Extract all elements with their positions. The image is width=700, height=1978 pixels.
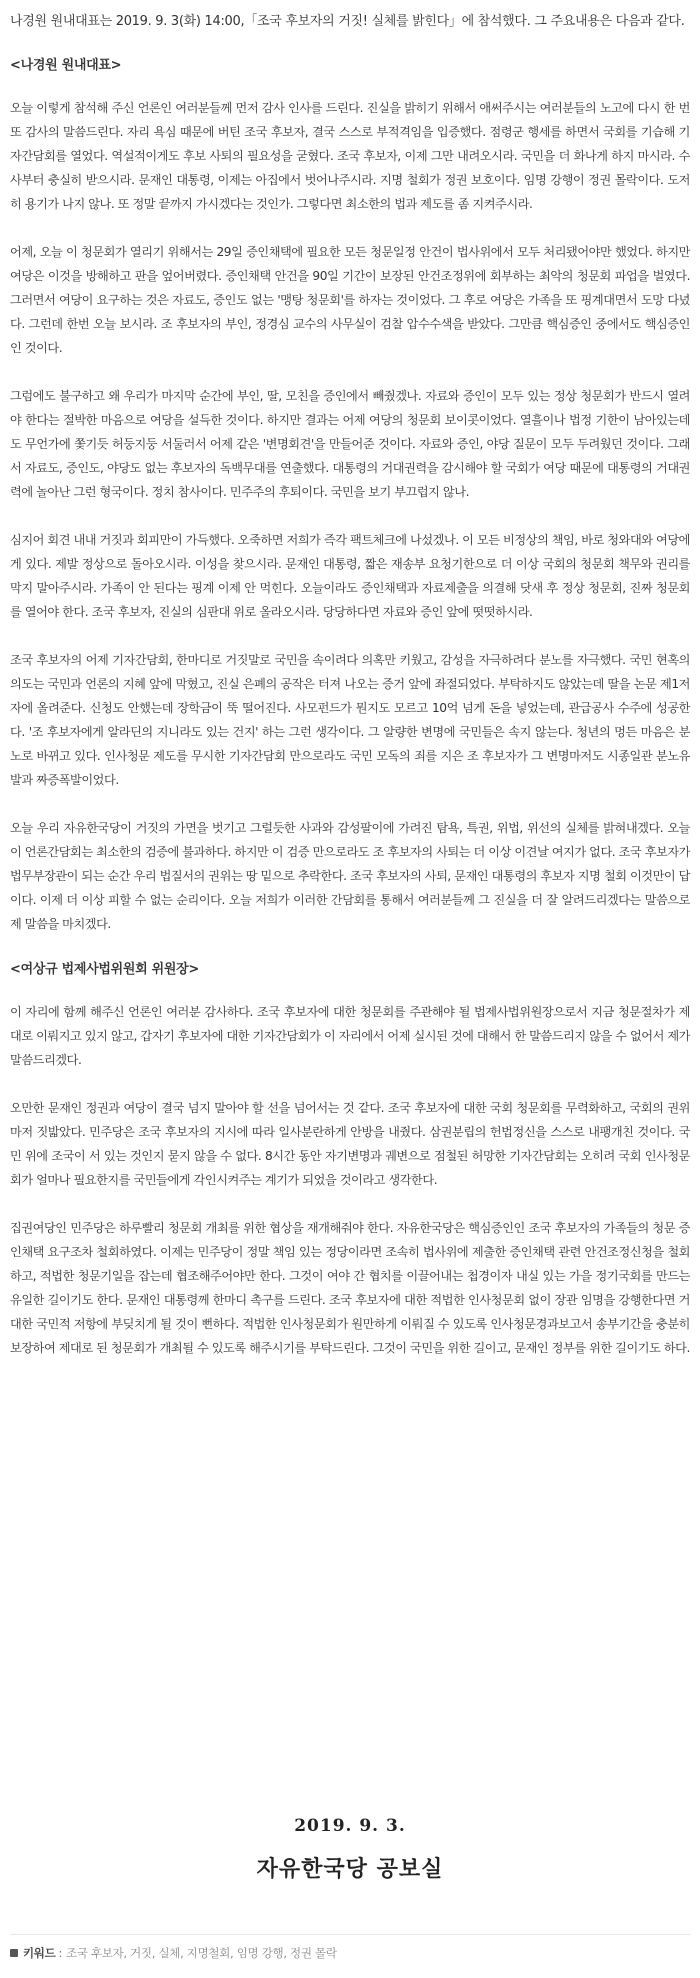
keyword-list: 조국 후보자, 거짓, 실체, 지명철회, 임명 강행, 정권 몰락 (66, 1945, 337, 1960)
keyword-bar (10, 1934, 690, 1970)
section-yeo-sang-gyu (10, 960, 690, 1360)
body-paragraph: 오늘 이렇게 참석해 주신 언론인 여러분들께 먼저 감사 인사를 드린다. 진실을 밝히기 위해서 애써주시는 여러분들의 노고에 다시 한 번 또 감사의 말씀드린다. 자리 욕심 때문에 버틴 조국 후보자, 결국 스스로 부적격임을 입증했다. 점령군 행세를 하면서 국회를 기습해 기자간담회를 열었다. 역설적이게도 후보 사퇴의 필요성을 굳혔다. 조국 후보자, 이제 그만 내려오시라. 국민을 더 화나게 하지 마시라. 수사부터 충실히 받으시라. 문재인 대통령, 이제는 아집에서 벗어나주시라. 지명 철회가 정권 보호이다. 임명 강행이 정권 몰락이다. 도저히 용기가 나지 않나. 또 정말 끝까지 가시겠다는 것인가. 그렇다면 최소한의 법과 제도를 좀 지켜주시라. (10, 101, 690, 211)
body-paragraph: 심지어 회견 내내 거짓과 회피만이 가득했다. 오죽하면 저희가 즉각 팩트체크에 나섰겠나. 이 모든 비정상의 책임, 바로 청와대와 여당에게 있다. 제발 정상으로 돌아오시라. 이성을 찾으시라. 문재인 대통령, 짧은 재송부 요청기한으로 더 이상 국회의 청문회 책무와 권리를 막지 말아주시라. 가족이 안 된다는 핑계 이제 안 먹힌다. 오늘이라도 증인채택과 자료제출을 의결해 닷새 후 정상 청문회, 진짜 청문회를 열어야 한다. 조국 후보자, 진실의 심판대 위로 올라오시라. 당당하다면 자료와 증인 앞에 떳떳하시라. (10, 533, 690, 619)
section-na-kyung-won (10, 56, 690, 936)
keyword-separator: : (58, 1945, 63, 1960)
body-paragraph: 어제, 오늘 이 청문회가 열리기 위해서는 29일 증인채택에 필요한 모든 청문일정 안건이 법사위에서 모두 처리됐어야만 했었다. 하지만 여당은 이것을 방해하고 판을 엎어버렸다. 증인채택 안건을 90일 기간이 보장된 안건조정위에 회부하는 최악의 청문회 파업을 벌였다. 그러면서 여당이 요구하는 것은 자료도, 증인도 없는 '맹탕 청문회'를 하자는 것이었다. 그 후로 여당은 가족을 또 핑계대면서 도망 다녔다. 그런데 한번 오늘 보시라. 조 후보자의 부인, 정경심 교수의 사무실이 검찰 압수수색을 받았다. 그만큼 핵심증인 중에서도 핵심증인인 것이다. (10, 245, 690, 355)
body-paragraph: 이 자리에 함께 해주신 언론인 여러분 감사하다. 조국 후보자에 대한 청문회를 주관해야 될 법제사법위원장으로서 지금 청문절차가 제대로 이뤄지고 있지 않고, 갑자기 후보자에 대한 기자간담회가 이 자리에서 어제 실시된 것에 대해서 한 말씀드리지 않을 수 없어서 제가 말씀드리겠다. (10, 1005, 690, 1067)
square-bullet-icon (10, 1949, 18, 1957)
keyword-label: 키워드 (23, 1945, 56, 1960)
section-heading: <여상규 법제사법위원회 위원장> (10, 962, 199, 977)
body-paragraph: 그럼에도 불구하고 왜 우리가 마지막 순간에 부인, 딸, 모친을 증인에서 빼줬겠나. 자료와 증인이 모두 있는 정상 청문회가 반드시 열려야 한다는 절박한 마음으로 여당을 설득한 것이다. 하지만 결과는 어제 여당의 청문회 보이콧이었다. 열흘이나 법정 기한이 남아있는데도 무언가에 쫓기듯 허둥지둥 서둘러서 어제 같은 '변명회견'을 만들어준 것이다. 자료와 증인, 야당 질문이 모두 두려웠던 것이다. 그래서 자료도, 증인도, 야당도 없는 후보자의 독백무대를 연출했다. 대통령의 거대권력을 감시해야 할 국회가 여당 때문에 대통령의 거대권력에 놀아난 그런 형국이다. 정치 참사이다. 민주주의 후퇴이다. 국민을 보기 부끄럽지 않나. (10, 389, 690, 499)
body-paragraph: 집권여당인 민주당은 하루빨리 청문회 개최를 위한 협상을 재개해줘야 한다. 자유한국당은 핵심증인인 조국 후보자의 가족들의 청문 증인채택 요구조차 철회하였다. 이제는 민주당이 정말 책임 있는 정당이라면 조속히 법사위에 제출한 증인채택 관련 안건조정신청을 철회하고, 적법한 청문기일을 잡는데 협조해주어야만 한다. 그것이 여야 간 협치를 이끌어내는 첩경이자 내실 있는 가을 정기국회를 만드는 유일한 길이기도 한다. 문재인 대통령께 한마디 촉구를 드린다. 조국 후보자에 대한 적법한 인사청문회 없이 장관 임명을 강행한다면 거대한 국민적 저항에 부딪치게 될 것이 뻔하다. 적법한 인사청문회가 원만하게 이뤄질 수 있도록 인사청문경과보고서 송부기간을 충분히 보장하여 제대로 된 청문회가 개최될 수 있도록 해주시기를 부탁드린다. 그것이 국민을 위한 길이고, 문재인 정부를 위한 길이기도 하다. (10, 1221, 690, 1355)
release-date: 2019. 9. 3. (294, 1816, 406, 1836)
intro-paragraph: 나경원 원내대표는 2019. 9. 3(화) 14:00,「조국 후보자의 거짓! 실체를 밝힌다」에 참석했다. 그 주요내용은 다음과 같다. (10, 14, 685, 29)
issuing-organization: 자유한국당 공보실 (256, 1857, 444, 1882)
section-heading: <나경원 원내대표> (10, 58, 122, 73)
body-paragraph: 오늘 우리 자유한국당이 거짓의 가면을 벗기고 그럴듯한 사과와 감성팔이에 가려진 탐욕, 특권, 위법, 위선의 실체를 밝혀내겠다. 오늘 이 언론간담회는 최소한의 검증에 불과하다. 하지만 이 검증 만으로라도 조 후보자의 사퇴는 더 이상 이견날 여지가 없다. 조국 후보자가 법무부장관이 되는 순간 우리 법질서의 권위는 땅 밑으로 추락한다. 조국 후보자의 사퇴, 문재인 대통령의 후보자 지명 철회 이것만이 답이다. 이제 더 이상 피할 수 없는 순리이다. 오늘 저희가 이러한 간담회를 통해서 여러분들께 그 진실을 더 잘 알려드리겠다는 말씀으로 제 말씀을 마치겠다. (10, 821, 690, 931)
body-paragraph: 오만한 문재인 정권과 여당이 결국 넘지 말아야 할 선을 넘어서는 것 같다. 조국 후보자에 대한 국회 청문회를 무력화하고, 국회의 권위마저 짓밟았다. 민주당은 조국 후보자의 지시에 따라 일사분란하게 안방을 내줬다. 삼권분립의 헌법정신을 스스로 내팽개친 것이다. 국민 위에 조국이 서 있는 것인지 묻지 않을 수 없다. 8시간 동안 자기변명과 궤변으로 점철된 허망한 기자간담회는 오히려 국회 인사청문회가 얼마나 필요한지를 국민들에게 각인시켜주는 계기가 되었을 것이라고 생각한다. (10, 1101, 690, 1187)
body-paragraph: 조국 후보자의 어제 기자간담회, 한마디로 거짓말로 국민을 속이려다 의혹만 키웠고, 감성을 자극하려다 분노를 자극했다. 국민 현혹의 의도는 국민과 언론의 지혜 앞에 막혔고, 진실 은폐의 공작은 터져 나오는 증거 앞에 좌절되었다. 부탁하지도 않았는데 딸을 논문 제1저자에 올려준다. 신청도 안했는데 장학금이 뚝 떨어진다. 사모펀드가 뭔지도 모르고 10억 넘게 돈을 넣었는데, 관급공사 수주에 성공한다. '조 후보자에게 알라딘의 지니라도 있는 건지' 하는 그런 생각이다. 그 알량한 변명에 국민들은 속지 않는다. 청년의 멍든 마음은 분노로 바뀌고 있다. 인사청문 제도를 무시한 기자간담회 만으로라도 국민 모독의 죄를 지은 조 후보자가 그 변명마저도 시종일관 분노유발과 짜증폭발이었다. (10, 653, 690, 787)
